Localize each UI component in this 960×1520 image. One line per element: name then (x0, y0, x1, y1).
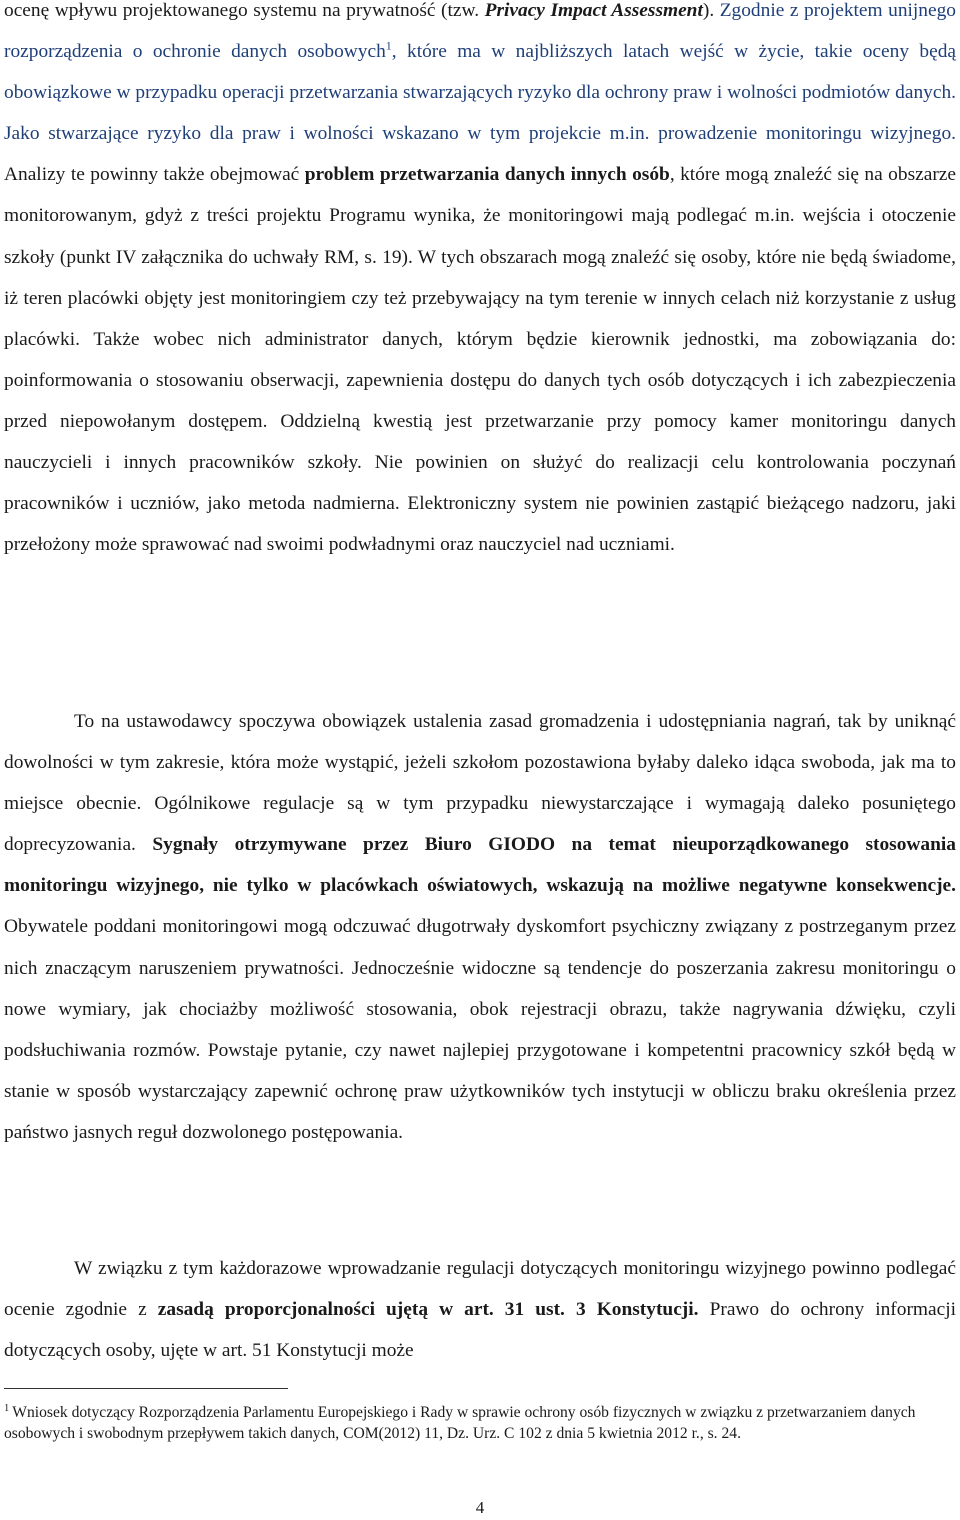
text-run: To na ustawodawcy spoczywa obowiązek ustalenia zasad gromadzenia i udostępniania nagrań, tak by uniknąć dowolności w tym zakresie, która może wystąpić, jeżeli szkołom pozostawiona byłaby daleko idąca swoboda, jak ma to miejsce obecnie. (4, 711, 956, 815)
text-run: Prawo do ochrony informacji dotyczących osoby, ujęte w art. 51 Konstytucji może (4, 1299, 956, 1362)
paragraph-privacy-impact (4, 0, 956, 565)
footnote-separator (4, 1388, 288, 1389)
text-run: Powstaje pytanie, czy nawet najlepiej przygotowane i kompetentni pracownicy szkół będą w stanie w sposób wystarczający zapewnić ochronę praw użytkowników tych instytucji w obliczu braku określenia przez państwo jasnych reguł dozwolonego postępowania. (4, 1039, 956, 1143)
paragraph-legislator (4, 701, 956, 1153)
text-run: ocenę wpływu projektowanego systemu na prywatność (tzw. (4, 0, 485, 21)
text-run-highlight: , które ma w najbliższych latach wejść w życie, takie oceny będą obowiązkowe w przypadku operacji przetwarzania stwarzających ryzyko dla ochrony praw i wolności podmiotów danych. (4, 41, 956, 104)
paragraph-proportionality (4, 1248, 956, 1371)
text-run: Także wobec nich administrator danych, którym będzie kierownik jednostki, ma zobowiązania do: poinformowania o stosowaniu obserwacji, zapewnienia dostępu do danych tych osób dotyczących i ich zabezpieczenia przed niepowołanym dostępem. (4, 328, 956, 432)
footnote-reference[interactable]: 1 (385, 38, 392, 53)
text-run: Analizy te powinny także obejmować (4, 164, 305, 186)
bold-phrase: problem przetwarzania danych innych osób (304, 164, 670, 186)
text-run-highlight: Zgodnie z projektem unijnego rozporządzenia o ochronie danych osobowych (4, 0, 956, 63)
text-run: Oddzielną kwestią jest przetwarzanie przy pomocy kamer monitoringu danych nauczycieli i innych pracowników szkoły. Nie powinien on służyć do realizacji celu kontrolowania poczynań pracowników i uczniów, jako metoda nadmierna. (4, 410, 956, 515)
bold-phrase: Sygnały otrzymywane przez Biuro GIODO na temat nieuporządkowanego stosowania monitoringu wizyjnego, nie tylko w placówkach oświatowych, wskazują na możliwe negatywne konsekwencje. (4, 834, 956, 897)
text-run: ). (702, 0, 715, 21)
term-privacy-impact-assessment: Privacy Impact Assessment (484, 0, 703, 21)
footnote-number: 1 (4, 1402, 10, 1414)
footnote (4, 1403, 956, 1444)
text-run: W tych obszarach mogą znaleźć się osoby, które nie będą świadome, iż teren placówki objęty jest monitoringiem czy też przebywający na tym terenie w innych celach niż korzystanie z usług placówki. (4, 246, 956, 350)
text-run: W związku z tym każdorazowe wprowadzanie regulacji dotyczących monitoringu wizyjnego powinno podlegać ocenie zgodnie z (4, 1258, 956, 1321)
text-run: Obywatele poddani monitoringowi mogą odczuwać długotrwały dyskomfort psychiczny związany z postrzeganym przez nich znaczącym naruszeniem prywatności. (4, 916, 956, 979)
text-run: Elektroniczny system nie powinien zastąpić bieżącego nadzoru, jaki przełożony może sprawować nad swoimi podwładnymi oraz nauczyciel nad uczniami. (4, 493, 956, 556)
bold-phrase: zasadą proporcjonalności ujętą w art. 31 ust. 3 Konstytucji. (157, 1299, 699, 1321)
footnote-text: Wniosek dotyczący Rozporządzenia Parlamentu Europejskiego i Rady w sprawie ochrony osób fizycznych w związku z przetwarzaniem danych osobowych i swobodnym przepływem takich danych, COM(2012) 11, Dz. Urz. C 102 z dnia 5 kwietnia 2012 r., s. 24. (4, 1404, 916, 1442)
text-run-highlight: Jako stwarzające ryzyko dla praw i wolności wskazano w tym projekcie m.in. prowadzenie monitoringu wizyjnego. (4, 123, 956, 145)
text-run: Ogólnikowe regulacje są w tym przypadku niewystarczające i wymagają daleko posuniętego doprecyzowania. (4, 793, 956, 856)
text-run: Jednocześnie widoczne są tendencje do poszerzania zakresu monitoringu o nowe wymiary, jak chociażby możliwość stosowania, obok rejestracji obrazu, także nagrywania dźwięku, czyli podsłuchiwania rozmów. (4, 957, 956, 1061)
document-page (4, 0, 956, 1520)
page-number: 4 (475, 1498, 485, 1517)
text-run: , które mogą znaleźć się na obszarze monitorowanym, gdyż z treści projektu Programu wynika, że monitoringowi mają podlegać m.in. wejścia i otoczenie szkoły (punkt IV załącznika do uchwały RM, s. 19). (4, 164, 956, 268)
